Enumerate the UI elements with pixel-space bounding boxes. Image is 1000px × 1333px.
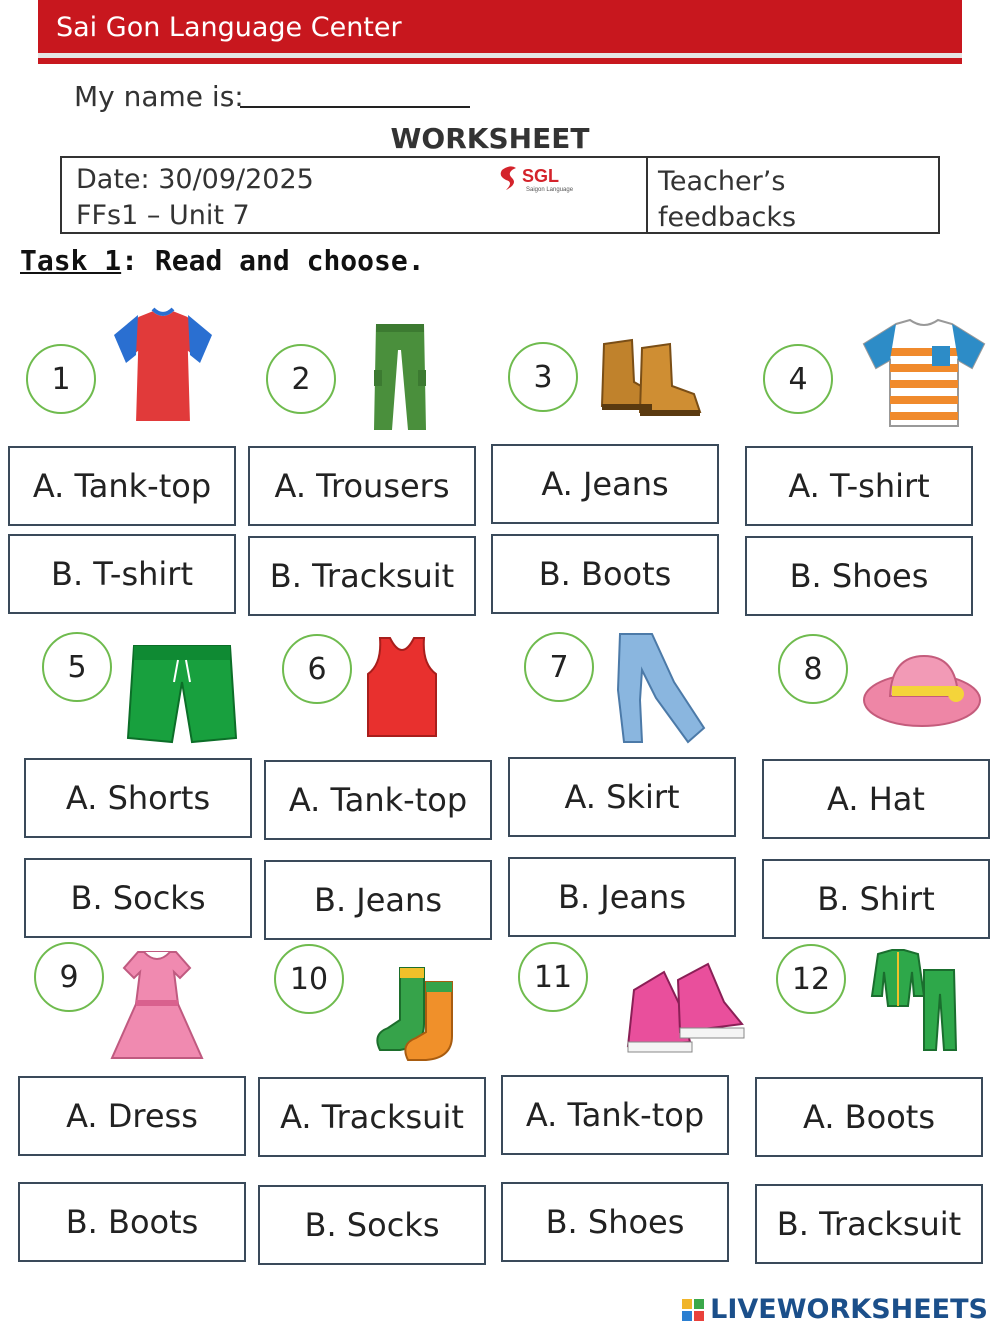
red-tshirt-icon bbox=[108, 305, 218, 430]
header-bar bbox=[38, 0, 962, 58]
option-a[interactable]: A. Trousers bbox=[248, 446, 476, 526]
option-a[interactable]: A. Dress bbox=[18, 1076, 246, 1156]
boots-icon bbox=[598, 334, 706, 418]
option-a[interactable]: A. Tracksuit bbox=[258, 1077, 486, 1157]
question-number: 5 bbox=[42, 632, 112, 702]
info-left-cell bbox=[62, 158, 648, 232]
liveworksheets-grid-icon bbox=[682, 1299, 704, 1321]
option-b[interactable]: B. Shoes bbox=[745, 536, 973, 616]
option-b[interactable]: B. Shoes bbox=[501, 1182, 729, 1262]
pink-dress-icon bbox=[108, 948, 206, 1064]
header-underline bbox=[38, 58, 962, 64]
feedback-line-1: Teacher’s bbox=[658, 166, 786, 197]
sgl-logo-icon bbox=[496, 162, 596, 194]
option-a[interactable]: A. Skirt bbox=[508, 757, 736, 837]
socks-icon bbox=[370, 964, 466, 1062]
option-b[interactable]: B. Socks bbox=[258, 1185, 486, 1265]
option-a[interactable]: A. Tank-top bbox=[501, 1075, 729, 1155]
task-title bbox=[20, 244, 425, 277]
question-number: 2 bbox=[266, 344, 336, 414]
option-b[interactable]: B. Shirt bbox=[762, 859, 990, 939]
question-number: 4 bbox=[763, 344, 833, 414]
question-number: 6 bbox=[282, 634, 352, 704]
option-b[interactable]: B. Boots bbox=[18, 1182, 246, 1262]
jeans-icon bbox=[612, 630, 708, 746]
question-number: 7 bbox=[524, 632, 594, 702]
date-text: Date: 30/09/2025 bbox=[76, 164, 314, 195]
question-number: 11 bbox=[518, 942, 588, 1012]
question-number: 1 bbox=[26, 344, 96, 414]
center-title: Sai Gon Language Center bbox=[56, 12, 402, 43]
green-tracksuit-icon bbox=[868, 946, 960, 1054]
option-a[interactable]: A. Tank-top bbox=[264, 760, 492, 840]
option-a[interactable]: A. Shorts bbox=[24, 758, 252, 838]
pink-hat-icon bbox=[862, 650, 984, 736]
worksheet-title: WORKSHEET bbox=[390, 122, 590, 155]
option-b[interactable]: B. Jeans bbox=[264, 860, 492, 940]
question-number: 9 bbox=[34, 942, 104, 1012]
pink-sneakers-icon bbox=[624, 960, 746, 1060]
info-table bbox=[60, 156, 940, 234]
option-b[interactable]: B. T-shirt bbox=[8, 534, 236, 614]
option-b[interactable]: B. Jeans bbox=[508, 857, 736, 937]
unit-text: FFs1 – Unit 7 bbox=[76, 200, 250, 231]
logo-text: SGL bbox=[522, 166, 560, 186]
option-a[interactable]: A. Jeans bbox=[491, 444, 719, 524]
option-a[interactable]: A. Tank-top bbox=[8, 446, 236, 526]
liveworksheets-brand: LIVEWORKSHEETS bbox=[710, 1294, 988, 1325]
red-tank-top-icon bbox=[360, 634, 444, 740]
green-trousers-icon bbox=[368, 320, 432, 434]
option-a[interactable]: A. Hat bbox=[762, 759, 990, 839]
liveworksheets-logo bbox=[682, 1294, 988, 1325]
question-number: 8 bbox=[778, 634, 848, 704]
green-shorts-icon bbox=[126, 642, 238, 746]
name-input-line[interactable] bbox=[240, 106, 470, 108]
task-label: Task 1 bbox=[20, 244, 122, 277]
question-number: 3 bbox=[508, 342, 578, 412]
option-a[interactable]: A. Boots bbox=[755, 1077, 983, 1157]
question-number: 12 bbox=[776, 944, 846, 1014]
task-instruction: : Read and choose. bbox=[121, 244, 425, 277]
feedback-cell bbox=[658, 164, 928, 236]
name-label: My name is: bbox=[74, 80, 244, 113]
logo-subtext: Saigon Language bbox=[526, 187, 574, 193]
striped-tshirt-icon bbox=[860, 318, 988, 430]
option-b[interactable]: B. Boots bbox=[491, 534, 719, 614]
feedback-line-2: feedbacks bbox=[658, 202, 797, 233]
option-b[interactable]: B. Tracksuit bbox=[755, 1184, 983, 1264]
option-b[interactable]: B. Tracksuit bbox=[248, 536, 476, 616]
question-number: 10 bbox=[274, 944, 344, 1014]
option-a[interactable]: A. T-shirt bbox=[745, 446, 973, 526]
option-b[interactable]: B. Socks bbox=[24, 858, 252, 938]
